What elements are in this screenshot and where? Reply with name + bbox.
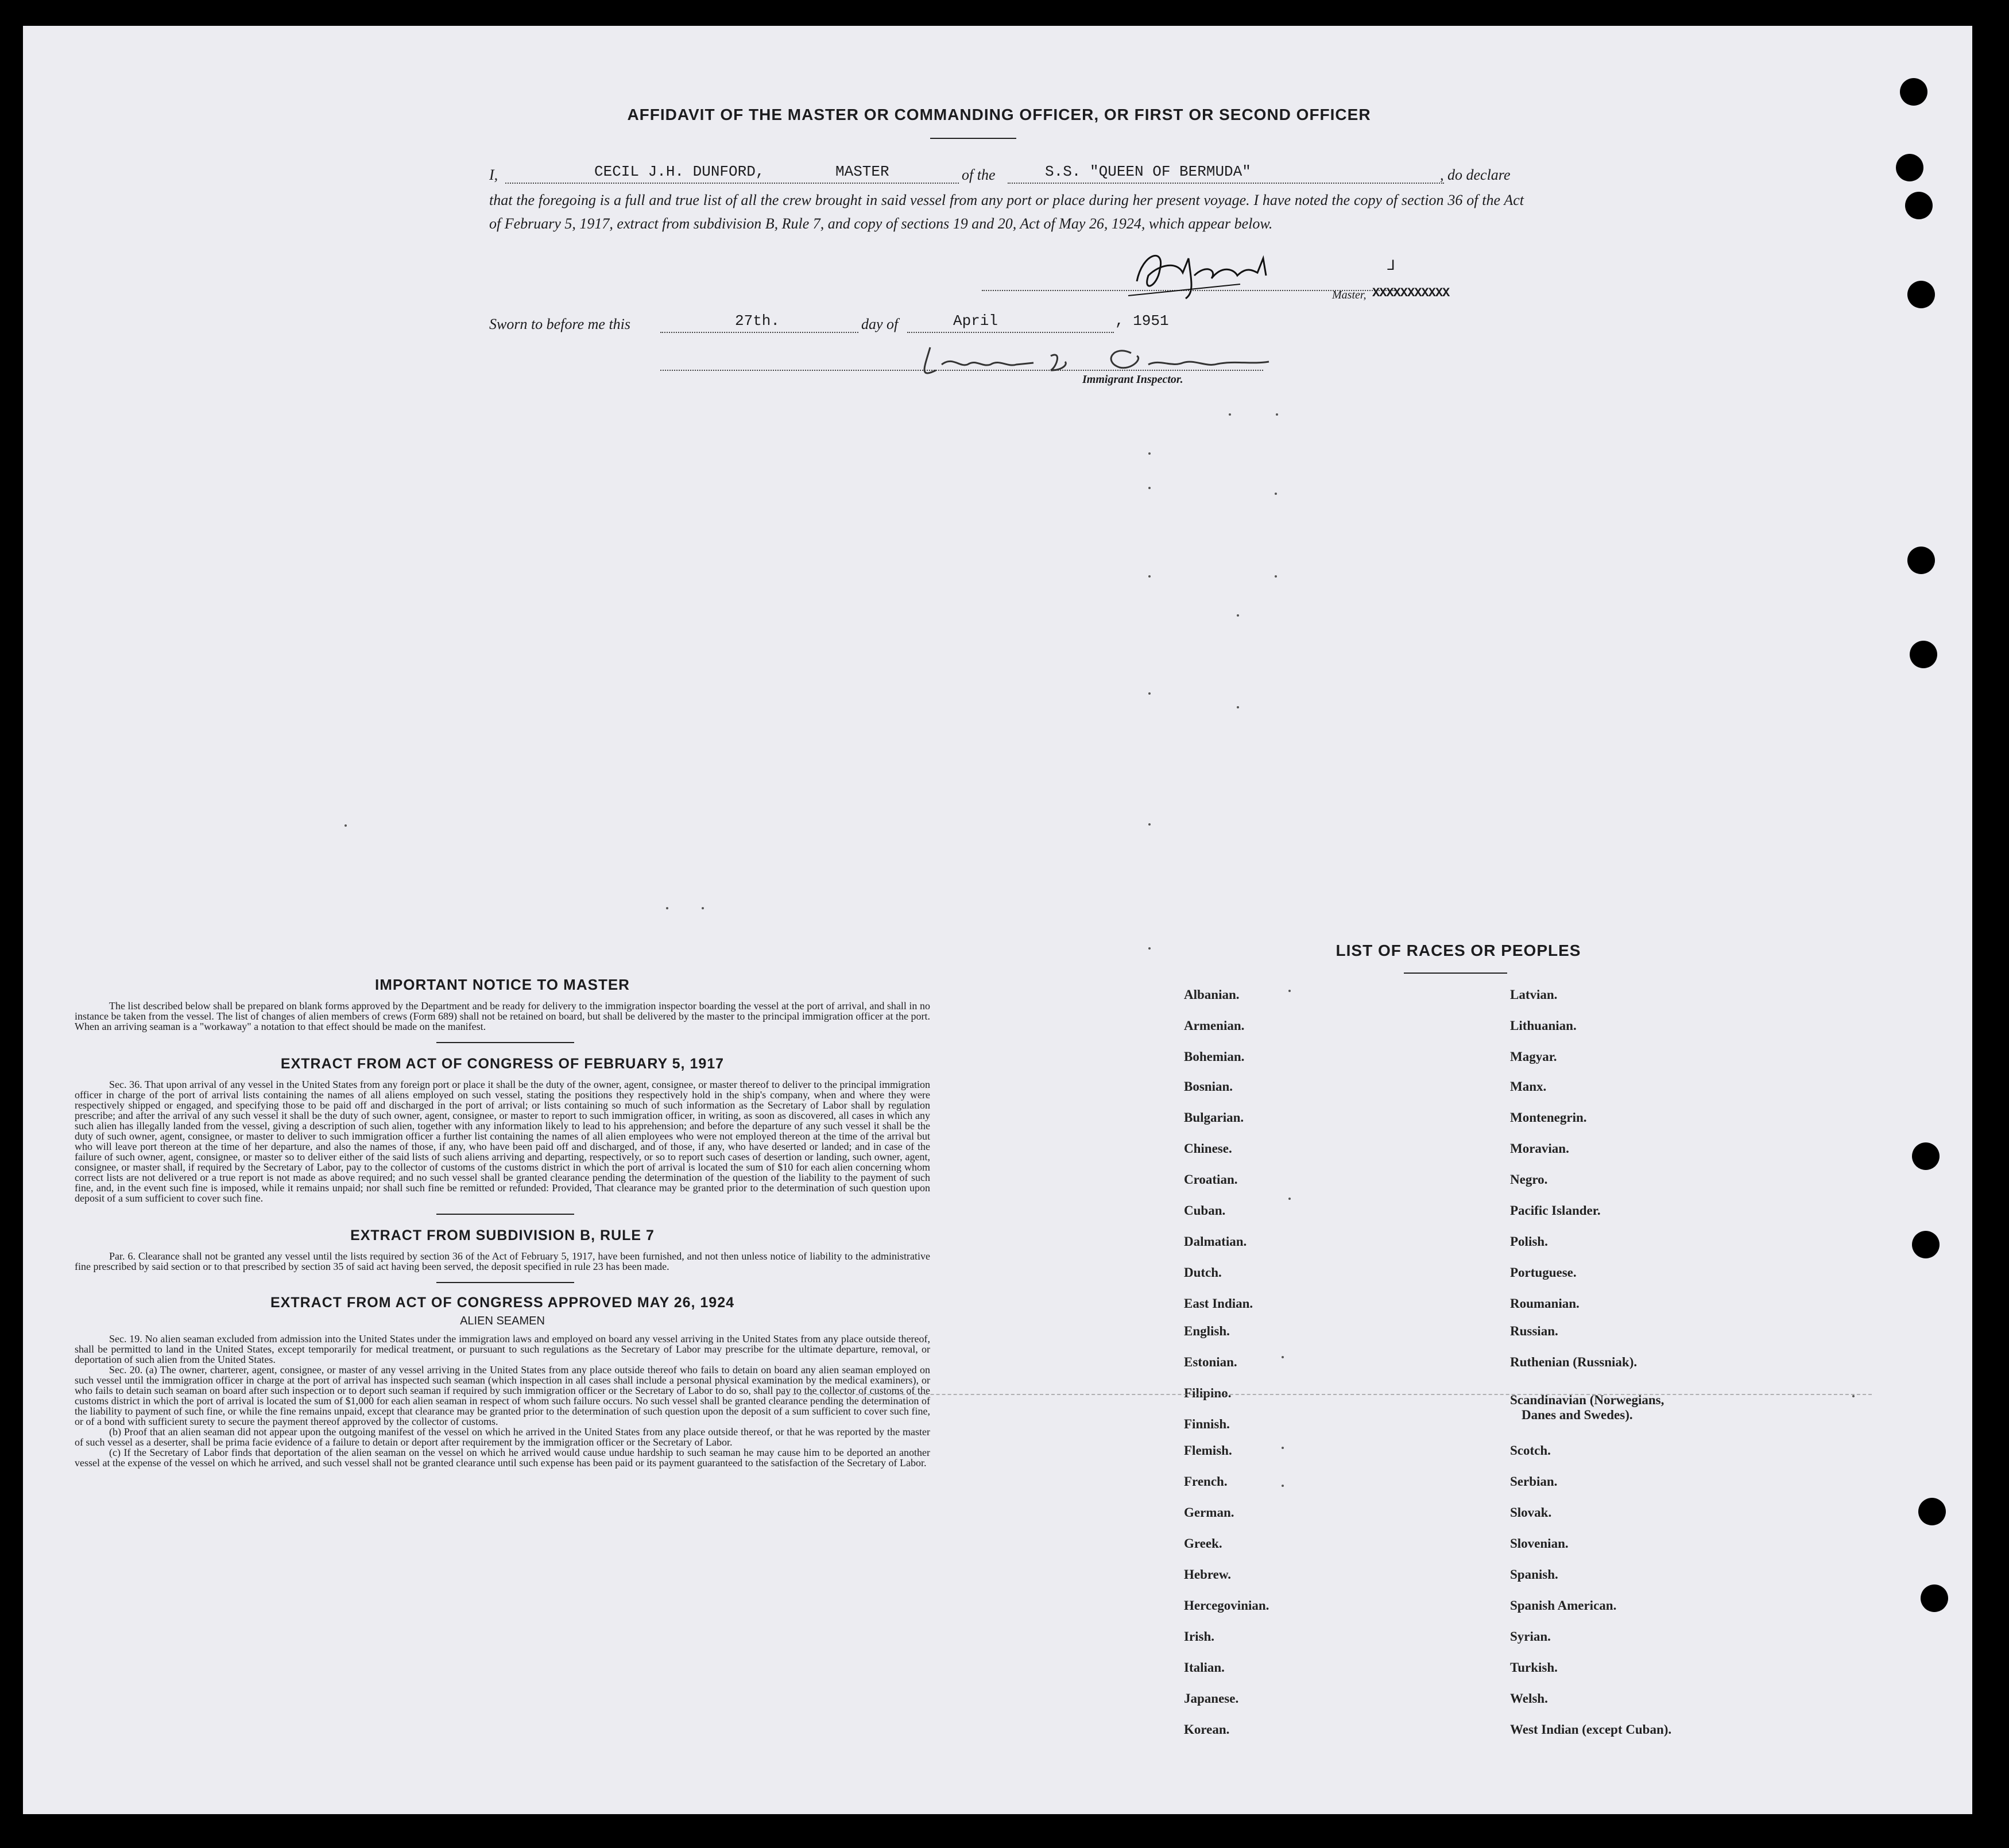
race-item: Magyar. <box>1510 1049 1557 1064</box>
race-item: Armenian. <box>1184 1018 1245 1033</box>
title-rule <box>930 138 1016 139</box>
sworn-day-line <box>660 332 858 333</box>
speck <box>1852 1395 1855 1397</box>
race-item: Japanese. <box>1184 1691 1239 1706</box>
speck <box>1229 413 1231 416</box>
race-item: Roumanian. <box>1510 1296 1580 1311</box>
race-item: Estonian. <box>1184 1355 1237 1369</box>
race-item: Scandinavian (Norwegians, <box>1510 1393 1665 1407</box>
race-item: Flemish. <box>1184 1443 1232 1458</box>
extract-1924-subtitle: ALIEN SEAMEN <box>460 1315 545 1327</box>
race-item: Spanish American. <box>1510 1598 1617 1613</box>
master-rank: MASTER <box>835 163 889 180</box>
race-item: Scotch. <box>1510 1443 1551 1458</box>
sworn-label: Sworn to before me this <box>489 316 631 332</box>
extract-1917-title: EXTRACT FROM ACT OF CONGRESS OF FEBRUARY 5, 1917 <box>280 1056 725 1072</box>
struck-title: XXXXXXXXXXX <box>1372 286 1450 300</box>
race-item: Bosnian. <box>1184 1079 1233 1094</box>
speck <box>1288 1198 1291 1200</box>
race-item: Albanian. <box>1184 987 1240 1002</box>
speck <box>702 907 704 909</box>
race-item: Ruthenian (Russniak). <box>1510 1355 1638 1369</box>
race-item: Manx. <box>1510 1079 1547 1094</box>
master-signature <box>1125 241 1298 304</box>
master-name: CECIL J.H. DUNFORD, <box>594 163 765 180</box>
race-item: Russian. <box>1510 1324 1558 1338</box>
race-item: Irish. <box>1184 1629 1215 1644</box>
race-item: Serbian. <box>1510 1474 1558 1489</box>
extract-1917-text: Sec. 36. That upon arrival of any vessel in the United States from any foreign port or place it shall be the duty of the owner, agent, consignee, or master thereof to deliver to the principal immigration officer in charge of the port of arrival lists containing the names of all aliens employed on such vessel, stating the positions they respectively hold in the ship's company, when and where they were respectively shipped or engaged, and specifying those to be paid off and discharged in the port of arrival; or lists containing so much of such information as the Secretary of Labor shall by regulation prescribe; and after the arrival of any such vessel it shall be the duty of such owner, agent, consignee, or master to report to such immigration officer, in writing, as soon as discovered, all cases in which any such alien has illegally landed from the vessel, giving a description of such alien, together with any information likely to lead to his apprehension; and before the departure of any such vessel it shall be the duty of such owner, agent, consignee, or master to deliver to such immigration officer a further list containing the names of all alien employees who were not employed thereon at the time of the arrival but who will leave port thereon at the time of her departure, and also the names of those, if any, who have been paid off and discharged, and of those, if any, who have deserted or landed; and in case of the failure of such owner, agent, consignee, or master so to deliver either of the said lists of such aliens arriving and departing, respectively, or so to report such cases of desertion or landing, such owner, agent, consignee, or master shall, if required by the Secretary of Labor, pay to the collector of customs of the customs district in which the port of arrival is located the sum of $10 for each alien concerning whom correct lists are not delivered or a true report is not made as above required; and no such vessel shall be granted clearance pending the determination of the question of the liability to the payment of such fine, and, in the event such fine is imposed, while it remains unpaid; nor shall such fine be remitted or refunded: Provided, That clearance may be granted prior to the determination of such question upon deposit of a sum sufficient to cover such fine. <box>75 1079 930 1204</box>
affidavit-title: AFFIDAVIT OF THE MASTER OR COMMANDING OFFICER, OR FIRST OR SECOND OFFICER <box>627 106 1371 123</box>
race-item: West Indian (except Cuban). <box>1510 1722 1672 1737</box>
document-page <box>23 26 1972 1814</box>
binder-hole <box>1907 281 1935 308</box>
speck <box>1148 692 1151 695</box>
speck <box>666 907 668 909</box>
extract-rule7-rule <box>436 1282 574 1283</box>
vessel-name: S.S. "QUEEN OF BERMUDA" <box>1045 163 1251 180</box>
notice-text: The list described below shall be prepared on blank forms approved by the Department and be ready for delivery to the immigration inspector boarding the vessel at the port of arrival, and shall in no instance be taken from the vessel. The list of changes of alien members of crews (Form 689) shall not be retained on board, but shall be delivered by the master to the principal immigration officer at the port. When an arriving seaman is a "workaway" a notation to that effect should be made on the manifest. <box>75 1000 930 1032</box>
race-item: Bohemian. <box>1184 1049 1245 1064</box>
affidavit-body: that the foregoing is a full and true list of all the crew brought in said vessel from any port or place during her present voyage. I have noted the copy of section 36 of the Act of February 5, 1917, extract from subdivision B, Rule 7, and copy of sections 19 and 20, Act of May 26, 1924, which appear below. <box>489 192 1524 232</box>
sworn-month-line <box>907 332 1114 333</box>
binder-hole <box>1918 1498 1946 1525</box>
race-item: Finnish. <box>1184 1417 1230 1431</box>
race-item: Portuguese. <box>1510 1265 1577 1280</box>
race-item: Dutch. <box>1184 1265 1222 1280</box>
race-item: Turkish. <box>1510 1660 1558 1675</box>
speck <box>1148 487 1151 489</box>
race-item: Pacific Islander. <box>1510 1203 1601 1218</box>
extract-1924-sec20a: Sec. 20. (a) The owner, charterer, agent, consignee, or master of any vessel arriving in the United States from any place outside thereof who fails to detain on board any alien seaman employed on such vessel until the immigration officer in charge at the port of arrival has inspected such seaman (which inspection in all cases shall include a personal physical examination by the medical examiners), or who fails to detain such seaman on board after such inspection or to deport such seaman if required by such immigration officer or the Secretary of Labor to do so, shall pay to the collector of customs of the customs district in which the port of arrival is located the sum of $1,000 for each alien seaman in respect of whom such failure occurs. No such vessel shall be granted clearance pending the determination of the liability to payment of such fine, or while the fine remains unpaid, except that clearance may be granted prior to the determination of such question upon the deposit of a sum sufficient to cover such fine, or of a bond with sufficient surety to secure the payment thereof approved by the collector of customs. <box>75 1364 930 1427</box>
race-item: Hebrew. <box>1184 1567 1231 1582</box>
race-item: Syrian. <box>1510 1629 1551 1644</box>
extract-1924-sec20b: (b) Proof that an alien seaman did not appear upon the outgoing manifest of the vessel on which he arrived in the United States from any place outside thereof, or that he was reported by the master of such vessel as a deserter, shall be prima facie evidence of a failure to detain or deport after requirement by the immigration officer or the Secretary of Labor. <box>75 1426 930 1448</box>
speck <box>1237 614 1239 617</box>
race-item: German. <box>1184 1505 1234 1520</box>
speck <box>1148 947 1151 950</box>
master-label: Master, <box>1332 289 1367 301</box>
do-declare-label: , do declare <box>1440 166 1511 183</box>
race-item: Welsh. <box>1510 1691 1548 1706</box>
race-item: Greek. <box>1184 1536 1222 1551</box>
speck <box>1282 1447 1284 1449</box>
i-label: I, <box>489 166 498 183</box>
race-item: Slovak. <box>1510 1505 1552 1520</box>
extract-1924-title: EXTRACT FROM ACT OF CONGRESS APPROVED MAY 26, 1924 <box>270 1295 735 1311</box>
race-item: Latvian. <box>1510 987 1558 1002</box>
extract-1917-rule <box>436 1214 574 1215</box>
race-item: Hercegovinian. <box>1184 1598 1269 1613</box>
races-title: LIST OF RACES OR PEOPLES <box>1336 942 1581 959</box>
speck <box>1282 1356 1284 1358</box>
speck <box>344 824 347 827</box>
speck <box>1288 990 1291 992</box>
sworn-day: 27th. <box>735 312 780 330</box>
race-item: Danes and Swedes). <box>1522 1408 1633 1422</box>
notice-rule <box>436 1042 574 1043</box>
race-item: Korean. <box>1184 1722 1230 1737</box>
binder-hole <box>1912 1142 1940 1170</box>
race-item: Slovenian. <box>1510 1536 1569 1551</box>
race-item: Polish. <box>1510 1234 1548 1249</box>
extract-rule7-text: Par. 6. Clearance shall not be granted any vessel until the lists required by section 36 of the Act of February 5, 1917, have been furnished, and not then unless notice of liability to the administrative fine prescribed by said section or to that prescribed by section 35 of said act having been served, the deposit specified in rule 23 has been made. <box>75 1250 930 1272</box>
races-rule <box>1404 973 1507 974</box>
speck <box>1148 823 1151 826</box>
sworn-month: April <box>953 312 998 330</box>
binder-hole <box>1921 1584 1948 1612</box>
race-item: Moravian. <box>1510 1141 1569 1156</box>
race-item: French. <box>1184 1474 1228 1489</box>
race-item: Dalmatian. <box>1184 1234 1247 1249</box>
speck <box>1276 413 1278 416</box>
inspector-label: Immigrant Inspector. <box>1082 373 1183 386</box>
binder-hole <box>1910 641 1937 668</box>
scan-artifact-line <box>781 1394 1872 1395</box>
speck <box>1275 575 1277 578</box>
race-item: Italian. <box>1184 1660 1225 1675</box>
speck <box>1275 493 1277 495</box>
extract-1924-sec19: Sec. 19. No alien seaman excluded from admission into the United States under the immigration laws and employed on board any vessel arriving in the United States from any place outside thereof, shall be permitted to land in the United States, except temporarily for medical treatment, or pursuant to such regulations as the Secretary of Labor may prescribe for the ultimate departure, removal, or deportation of such alien from the United States. <box>75 1333 930 1365</box>
binder-hole <box>1900 78 1927 106</box>
binder-hole <box>1912 1231 1940 1258</box>
extract-rule7-title: EXTRACT FROM SUBDIVISION B, RULE 7 <box>350 1227 655 1243</box>
race-item: Cuban. <box>1184 1203 1226 1218</box>
race-item: Chinese. <box>1184 1141 1232 1156</box>
race-item: Bulgarian. <box>1184 1110 1244 1125</box>
binder-hole <box>1907 547 1935 574</box>
race-item: English. <box>1184 1324 1230 1338</box>
race-item: Filipino. <box>1184 1386 1232 1400</box>
race-item: Spanish. <box>1510 1567 1558 1582</box>
speck <box>1148 575 1151 578</box>
binder-hole <box>1905 192 1933 219</box>
extract-1924-sec20c: (c) If the Secretary of Labor finds that deportation of the alien seaman on the vessel on which he arrived would cause undue hardship to such seaman he may cause him to be deported an another vessel at the expense of the vessel on which he arrived, and such vessel shall not be granted clearance until such expense has been paid or its payment guaranteed to the satisfaction of the Secretary of Labor. <box>75 1447 930 1469</box>
vessel-line <box>1008 183 1444 184</box>
speck <box>1237 706 1239 708</box>
notice-title: IMPORTANT NOTICE TO MASTER <box>375 976 630 993</box>
binder-hole <box>1896 154 1923 181</box>
name-line <box>505 183 959 184</box>
race-item: Montenegrin. <box>1510 1110 1587 1125</box>
race-item: Negro. <box>1510 1172 1548 1187</box>
signature-mark: ᒧ <box>1387 258 1395 273</box>
speck <box>1148 452 1151 455</box>
speck <box>1282 1485 1284 1487</box>
race-item: Lithuanian. <box>1510 1018 1577 1033</box>
day-of-label: day of <box>861 316 899 332</box>
race-item: East Indian. <box>1184 1296 1253 1311</box>
of-the-label: of the <box>962 166 996 183</box>
race-item: Croatian. <box>1184 1172 1238 1187</box>
sworn-year: , 1951 <box>1115 312 1169 330</box>
